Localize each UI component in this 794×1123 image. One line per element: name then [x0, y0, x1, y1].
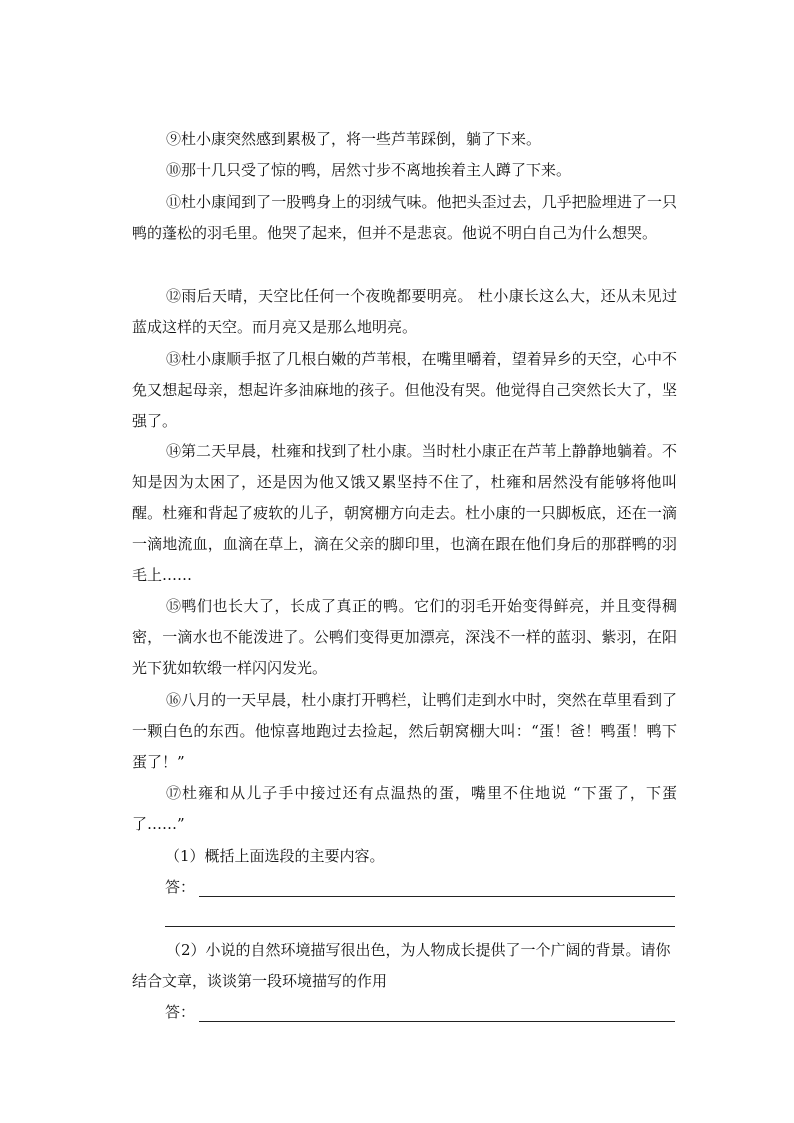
question-1-prompt: （1）概括上面选段的主要内容。	[165, 847, 385, 865]
question-2-prompt: （2）小说的自然环境描写很出色，为人物成长提供了一个广阔的背景。请你结合文章，谈谈第一段环境描写的作用	[132, 941, 671, 990]
paragraph-11: ⑪杜小康闻到了一股鸭身上的羽绒气味。他把头歪过去，几乎把脸埋进了一只鸭的蓬松的羽毛里。他哭了起来，但并不是悲哀。他说不明白自己为什么想哭。	[132, 193, 677, 242]
question-2-answer[interactable]	[165, 997, 675, 1028]
paragraph-10: ⑩那十几只受了惊的鸭，居然寸步不离地挨着主人蹲了下来。	[166, 161, 572, 179]
paragraph-15: ⑮鸭们也长大了，长成了真正的鸭。它们的羽毛开始变得鲜亮，并且变得稠密，一滴水也不能泼进了。公鸭们变得更加漂亮，深浅不一样的蓝羽、紫羽，在阳光下犹如软缎一样闪闪发光。	[132, 597, 677, 677]
paragraph-14: ⑭第二天早晨，杜雍和找到了杜小康。当时杜小康正在芦苇上静静地躺着。不知是因为太困了，还是因为他又饿又累坚持不住了，杜雍和居然没有能够将他叫醒。杜雍和背起了疲软的儿子，朝窝棚方向走去。杜小康的一只脚板底，还在一滴一滴地流血，血滴在草上，滴在父亲的脚印里，也滴在跟在他们身后的那群鸭的羽毛上……	[132, 442, 677, 584]
paragraph-9: ⑨杜小康突然感到累极了，将一些芦苇踩倒，躺了下来。	[166, 130, 542, 148]
paragraph-12: ⑫雨后天晴，天空比任何一个夜晚都要明亮。 杜小康长这么大，还从未见过蓝成这样的天空。而月亮又是那么地明亮。	[132, 287, 677, 336]
answer-extra-line[interactable]	[165, 926, 675, 927]
answer-label: 答：	[165, 1003, 196, 1021]
paragraph-13: ⑬杜小康顺手抠了几根白嫩的芦苇根，在嘴里嚼着，望着异乡的天空，心中不免又想起母亲，想起许多油麻地的孩子。但他没有哭。他觉得自己突然长大了，坚强了。	[132, 350, 677, 430]
paragraph-16: ⑯八月的一天早晨，杜小康打开鸭栏，让鸭们走到水中时，突然在草里看到了一颗白色的东西。他惊喜地跑过去捡起，然后朝窝棚大叫：“蛋！爸！鸭蛋！鸭下蛋了！”	[132, 691, 677, 771]
answer-label: 答：	[165, 878, 196, 896]
answer-line	[199, 896, 675, 897]
question-1-answer[interactable]	[165, 872, 675, 903]
paragraph-17: ⑰杜雍和从儿子手中接过还有点温热的蛋，嘴里不住地说 “下蛋了，下蛋了……”	[132, 784, 677, 833]
answer-line	[199, 1021, 675, 1022]
